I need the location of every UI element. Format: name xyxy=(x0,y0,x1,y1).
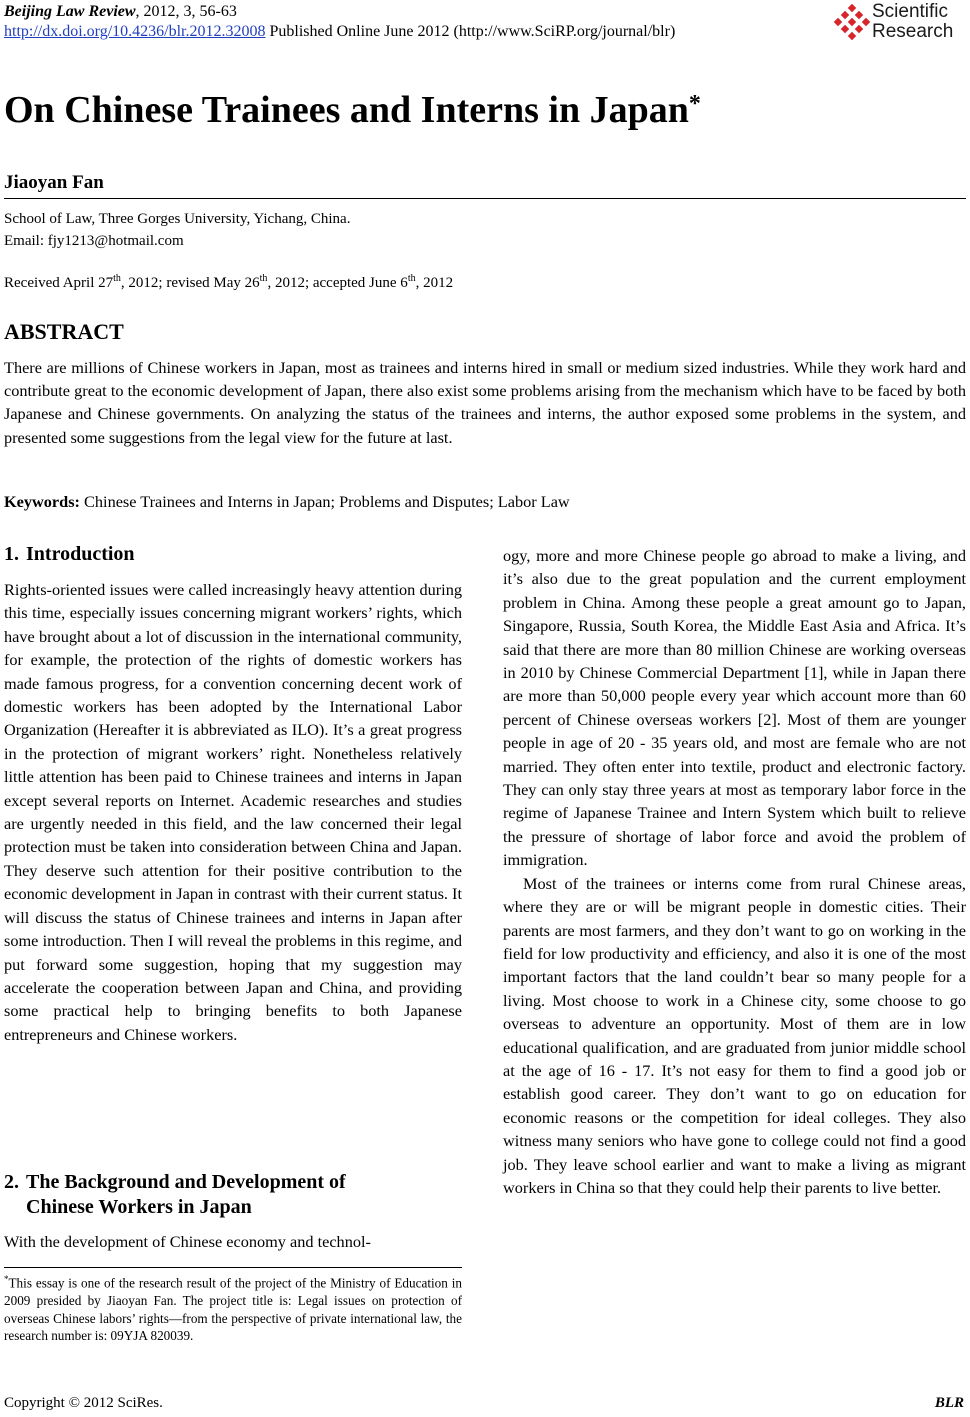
logo-text-research: Research xyxy=(872,21,954,42)
paragraph: Most of the trainees or interns come from rural Chinese areas, where they are or will be migrant people in domestic cities. Their parents are most farmers, and they don’t want to go on working in the field for low productivity and efficiency, and also it is one of the most important factors that the land couldn’t bear so many people for a living. Most choose to work in a Chinese city, some choose to go overseas to adventure an opportunity. Most of them are in low educational qualification, and are graduated from junior middle school at the age of 16 - 17. It’s not easy for them to find a good job or establish good career. They don’t want to go on education for economic reasons or the competition for ideal colleges. They also witness many seniors who have gone to college could not find a good job. They leave school earlier and want to make a living as migrant workers in China so that they could help their parents to live better. xyxy=(503,873,966,1197)
journal-abbreviation-footer: BLR xyxy=(934,1395,964,1411)
keywords xyxy=(4,490,966,513)
journal-issue: , 2012, 3, 56-63 xyxy=(135,3,237,20)
published-online-text: Published Online June 2012 (http://www.SciRP.org/journal/blr) xyxy=(265,23,676,40)
author-divider xyxy=(4,198,966,199)
title-footnote-mark: * xyxy=(688,91,701,117)
accepted-text: , 2012; accepted June 6 xyxy=(267,275,408,291)
footnote xyxy=(4,1271,462,1345)
author-email: Email: fjy1213@hotmail.com xyxy=(4,233,184,249)
section-1-body xyxy=(4,578,462,1046)
received-text: Received April 27 xyxy=(4,275,114,291)
section-number: 2. xyxy=(4,1171,19,1193)
logo-text-scientific: Scientific xyxy=(872,1,949,22)
keywords-list: Chinese Trainees and Interns in Japan; Problems and Disputes; Labor Law xyxy=(79,492,570,511)
doi-link[interactable]: http://dx.doi.org/10.4236/blr.2012.32008 xyxy=(4,23,266,40)
revised-text: , 2012; revised May 26 xyxy=(120,275,260,291)
keywords-label: Keywords: xyxy=(4,492,80,511)
footnote-divider xyxy=(4,1267,462,1268)
ordinal-suffix: th xyxy=(407,273,416,284)
section-title: The Background and Development of xyxy=(26,1171,346,1193)
footnote-mark: * xyxy=(4,1274,9,1284)
paragraph: ogy, more and more Chinese people go abroad to make a living, and it’s also due to the great population and the current employment problem in China. Among these people a great amount go to Japan, Singapore, Russia, South Korea, the Middle East Asia and Africa. It’s said that there are more than 80 million Chinese are working overseas in 2010 by Chinese Commercial Department [1], while in Japan there are more than 50,000 people every year which account more than 60 percent of Chinese overseas workers [2]. Most of them are younger people in age of 20 - 35 years old, and most are female who are not married. They often enter into textile, product and electronic factory. They can only stay three years at most as temporary labor force in the regime of Japanese Trainee and Intern System which built to relieve the pressure of shortage of labor force and avoid the problem of immigration. xyxy=(503,546,966,870)
affiliation: School of Law, Three Gorges University, Yichang, China. xyxy=(4,211,351,227)
section-2-title-line1 xyxy=(4,1170,346,1195)
section-number: 1. xyxy=(4,543,19,565)
section-2-body-right xyxy=(503,544,966,1199)
paper-title xyxy=(4,84,701,136)
section-title: Introduction xyxy=(26,543,135,565)
ordinal-suffix: th xyxy=(259,273,268,284)
paper-title-text: On Chinese Trainees and Interns in Japan xyxy=(4,89,689,131)
copyright-footer: Copyright © 2012 SciRes. xyxy=(4,1395,163,1411)
section-2-body-left xyxy=(4,1230,462,1253)
year-text: , 2012 xyxy=(415,275,454,291)
publisher-logo xyxy=(834,2,964,44)
journal-citation xyxy=(4,2,237,22)
journal-name: Beijing Law Review xyxy=(4,3,136,20)
paragraph: With the development of Chinese economy and technol- xyxy=(4,1232,371,1251)
abstract-text: There are millions of Chinese workers in Japan, most as trainees and interns hired in small or medium sized industries. While they work hard and contribute great to the economic development of Japan, there also exist some problems arising from the mechanism which have to be faced by both Japanese and Chinese governments. On analyzing the status of the trainees and interns, the author exposed some problems in the system, and presented some suggestions from the legal view for the future at last. xyxy=(4,358,966,447)
author-name: Jiaoyan Fan xyxy=(4,172,104,193)
ordinal-suffix: th xyxy=(113,273,121,284)
paragraph: Rights-oriented issues were called increasingly heavy attention during this time, especially issues concerning migrant workers’ rights, which have brought about a lot of discussion in the international community, for example, the protection of the rights of domestic workers has made famous progress, for a convention concerning decent work of domestic workers has been adopted by the International Labor Organization (Hereafter it is abbreviated as ILO). It’s a great progress in the protection of migrant workers’ right. Nonetheless relatively little attention has been paid to Chinese trainees and interns in Japan except several reports on Internet. Academic researches and studies are urgently needed in this field, and the law concerned their legal protection must be taken into consideration between China and Japan. They deserve such attention for their positive contribution to the economic development in Japan in contrast with their current status. It will discuss the status of Chinese trainees and interns in Japan after some introduction. Then I will reveal the problems in this regime, and put forward some suggestion, hoping that my suggestion may accelerate the cooperation between Japan and China, and providing some practical help to bringing benefits to both Japanese entrepreneurs and Chinese workers. xyxy=(4,580,463,1044)
footnote-text: This essay is one of the research result of the project of the Ministry of Education in 2009 presided by Jiaoyan Fan. The project title is: Legal issues on protection of overseas Chinese labors’ rights—from the perspective of private international law, the research number is: 09YJA 820039. xyxy=(4,1275,462,1344)
section-1-heading xyxy=(4,542,135,567)
received-dates xyxy=(4,268,453,294)
doi-line xyxy=(4,22,675,42)
section-2-heading xyxy=(4,1170,346,1220)
abstract-heading: ABSTRACT xyxy=(4,319,124,344)
section-title-line2: Chinese Workers in Japan xyxy=(26,1196,252,1218)
scientific-research-logo-icon xyxy=(834,4,870,40)
